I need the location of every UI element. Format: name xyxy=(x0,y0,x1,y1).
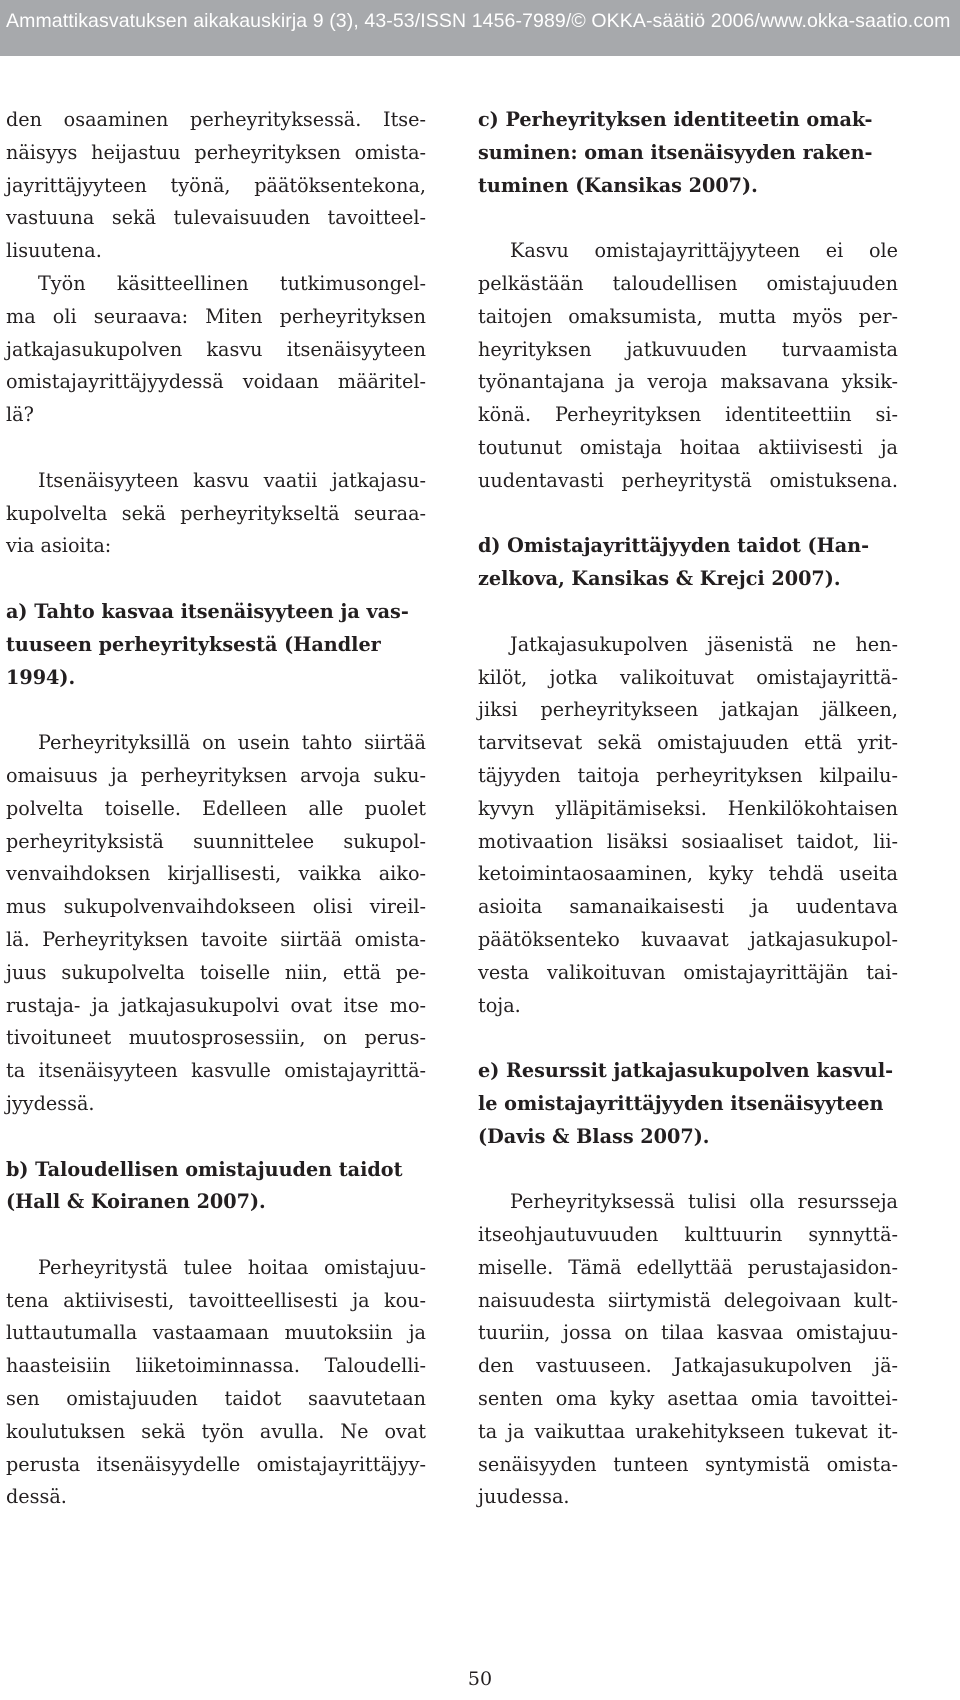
text-line: luttautumalla vastaamaan muutoksiin ja xyxy=(6,1321,426,1345)
text-line: senäisyyden tunteen syntymistä omista- xyxy=(478,1452,898,1476)
paragraph-gap xyxy=(6,1121,426,1154)
text-line: pelkästään taloudellisen omistajuuden xyxy=(478,271,898,295)
text-line: toutunut omistaja hoitaa aktiivisesti ja xyxy=(478,435,898,459)
text-line: Perheyritystä tulee hoitaa omistajuu- xyxy=(38,1255,426,1279)
text-line: itseohjautuvuuden kulttuurin synnyttä- xyxy=(478,1223,898,1247)
text-line: vastuuna sekä tulevaisuuden tavoitteel- xyxy=(6,206,426,230)
section-heading-line: a) Tahto kasvaa itsenäisyyteen ja vas- xyxy=(6,599,409,623)
section-heading-line: (Hall & Koiranen 2007). xyxy=(6,1190,266,1214)
text-line: jatkajasukupolven kasvu itsenäisyyteen xyxy=(6,337,426,361)
text-line: jayrittäjyyteen työnä, päätöksentekona, xyxy=(6,173,426,197)
text-line: Kasvu omistajayrittäjyyteen ei ole xyxy=(510,239,898,263)
text-line: senten oma kyky asettaa omia tavoittei- xyxy=(478,1387,898,1411)
text-line: dessä. xyxy=(6,1485,67,1509)
text-line: kupolvelta sekä perheyritykseltä seuraa- xyxy=(6,501,426,525)
text-line: rustaja- ja jatkajasukupolvi ovat itse mo- xyxy=(6,993,426,1017)
paragraph-gap xyxy=(6,694,426,727)
paragraph-gap xyxy=(6,432,426,465)
text-line: haasteisiin liiketoiminnassa. Taloudelli- xyxy=(6,1354,426,1378)
journal-header-bar xyxy=(0,0,960,56)
text-line: tena aktiivisesti, tavoitteellisesti ja kou- xyxy=(6,1288,426,1312)
paragraph-gap xyxy=(478,1022,898,1055)
text-line: mus sukupolvenvaihdokseen olisi vireil- xyxy=(6,895,426,919)
text-line: ta itsenäisyyteen kasvulle omistajayrittä- xyxy=(6,1059,426,1083)
text-line: Työn käsitteellinen tutkimusongel- xyxy=(38,271,426,295)
text-line: perusta itsenäisyydelle omistajayrittäjyy- xyxy=(6,1452,426,1476)
text-line: via asioita: xyxy=(6,534,112,558)
text-line: asioita samanaikaisesti ja uudentava xyxy=(478,895,898,919)
paragraph-gap xyxy=(6,563,426,596)
section-heading-line: tuminen (Kansikas 2007). xyxy=(478,173,758,197)
section-heading-line: le omistajayrittäjyyden itsenäisyyteen xyxy=(478,1091,884,1115)
section-heading-line: 1994). xyxy=(6,665,76,689)
section-heading-line: zelkova, Kansikas & Krejci 2007). xyxy=(478,567,841,591)
text-line: ta ja vaikuttaa urakehitykseen tukevat it- xyxy=(478,1419,898,1443)
section-heading-line: suminen: oman itsenäisyyden raken- xyxy=(478,140,873,164)
text-line: päätöksenteko kuvaavat jatkajasukupol- xyxy=(478,927,898,951)
text-line: den osaaminen perheyrityksessä. Itse- xyxy=(6,108,426,131)
text-line: Itsenäisyyteen kasvu vaatii jatkajasu- xyxy=(38,468,426,492)
text-line: könä. Perheyrityksen identiteettiin si- xyxy=(478,403,898,427)
text-line: juus sukupolvelta toiselle niin, että pe- xyxy=(6,960,426,984)
right-text-column xyxy=(478,104,898,1514)
text-line: den vastuuseen. Jatkajasukupolven jä- xyxy=(478,1354,898,1378)
paragraph-gap xyxy=(6,1219,426,1252)
text-line: miselle. Tämä edellyttää perustajasidon- xyxy=(478,1255,898,1279)
text-line: heyrityksen jatkuvuuden turvaamista xyxy=(478,337,898,361)
text-line: jyydessä. xyxy=(6,1091,95,1115)
text-line: perheyrityksistä suunnittelee sukupol- xyxy=(6,829,426,853)
text-line: taitojen omaksumista, mutta myös per- xyxy=(478,304,898,328)
section-heading-line: tuuseen perheyrityksestä (Handler xyxy=(6,632,381,656)
text-line: tuuriin, jossa on tilaa kasvaa omistajuu- xyxy=(478,1321,898,1345)
paragraph-gap xyxy=(478,596,898,629)
text-line: juudessa. xyxy=(478,1485,570,1509)
section-heading-line: b) Taloudellisen omistajuuden taidot xyxy=(6,1157,403,1181)
text-line: ma oli seuraava: Miten perheyrityksen xyxy=(6,304,426,328)
section-heading-line: d) Omistajayrittäjyyden taidot (Han- xyxy=(478,534,870,558)
text-line: kyvyn ylläpitämiseksi. Henkilökohtaisen xyxy=(478,796,898,820)
text-line: omaisuus ja perheyrityksen arvoja suku- xyxy=(6,763,426,787)
text-line: sen omistajuuden taidot saavutetaan xyxy=(6,1387,426,1411)
text-line: lä. Perheyrityksen tavoite siirtää omista- xyxy=(6,927,426,951)
left-text-column xyxy=(6,104,426,1514)
text-line: venvaihdoksen kirjallisesti, vaikka aiko- xyxy=(6,862,426,886)
section-heading-line: e) Resurssit jatkajasukupolven kasvul- xyxy=(478,1059,894,1083)
text-line: vesta valikoituvan omistajayrittäjän tai- xyxy=(478,960,898,984)
text-line: uudentavasti perheyritystä omistuksena. xyxy=(478,468,898,492)
page-number: 50 xyxy=(467,1668,493,1690)
text-line: ketoimintaosaaminen, kyky tehdä useita xyxy=(478,862,898,886)
text-line: Perheyrityksillä on usein tahto siirtää xyxy=(38,731,426,755)
text-line: jiksi perheyritykseen jatkajan jälkeen, xyxy=(478,698,898,722)
text-line: polvelta toiselle. Edelleen alle puolet xyxy=(6,796,426,820)
paragraph-gap xyxy=(478,202,898,235)
text-line: kilöt, jotka valikoituvat omistajayrittä- xyxy=(478,665,898,689)
text-line: omistajayrittäjyydessä voidaan määritel- xyxy=(6,370,426,394)
text-line: koulutuksen sekä työn avulla. Ne ovat xyxy=(6,1419,426,1443)
text-line: työnantajana ja veroja maksavana yksik- xyxy=(478,370,898,394)
journal-header-text: Ammattikasvatuksen aikakauskirja 9 (3), 43-53/ISSN 1456-7989/© OKKA-säätiö 2006/www.okka-saatio.com xyxy=(6,10,951,32)
section-heading-line: c) Perheyrityksen identiteetin omak- xyxy=(478,108,873,131)
text-line: lisuutena. xyxy=(6,239,102,263)
text-line: lä? xyxy=(6,403,34,427)
paragraph-gap xyxy=(478,498,898,531)
text-line: näisyys heijastuu perheyrityksen omista- xyxy=(6,140,426,164)
text-line: motivaation lisäksi sosiaaliset taidot, lii- xyxy=(478,829,898,853)
text-line: Perheyrityksessä tulisi olla resursseja xyxy=(510,1190,898,1214)
text-line: naisuudesta siirtymistä delegoivaan kult- xyxy=(478,1288,898,1312)
paragraph-gap xyxy=(478,1154,898,1187)
text-line: Jatkajasukupolven jäsenistä ne hen- xyxy=(510,632,898,656)
text-line: tarvitsevat sekä omistajuuden että yrit- xyxy=(478,731,898,755)
text-line: toja. xyxy=(478,993,521,1017)
section-heading-line: (Davis & Blass 2007). xyxy=(478,1124,710,1148)
text-line: täjyyden taitoja perheyrityksen kilpailu- xyxy=(478,763,898,787)
text-line: tivoituneet muutosprosessiin, on perus- xyxy=(6,1026,426,1050)
